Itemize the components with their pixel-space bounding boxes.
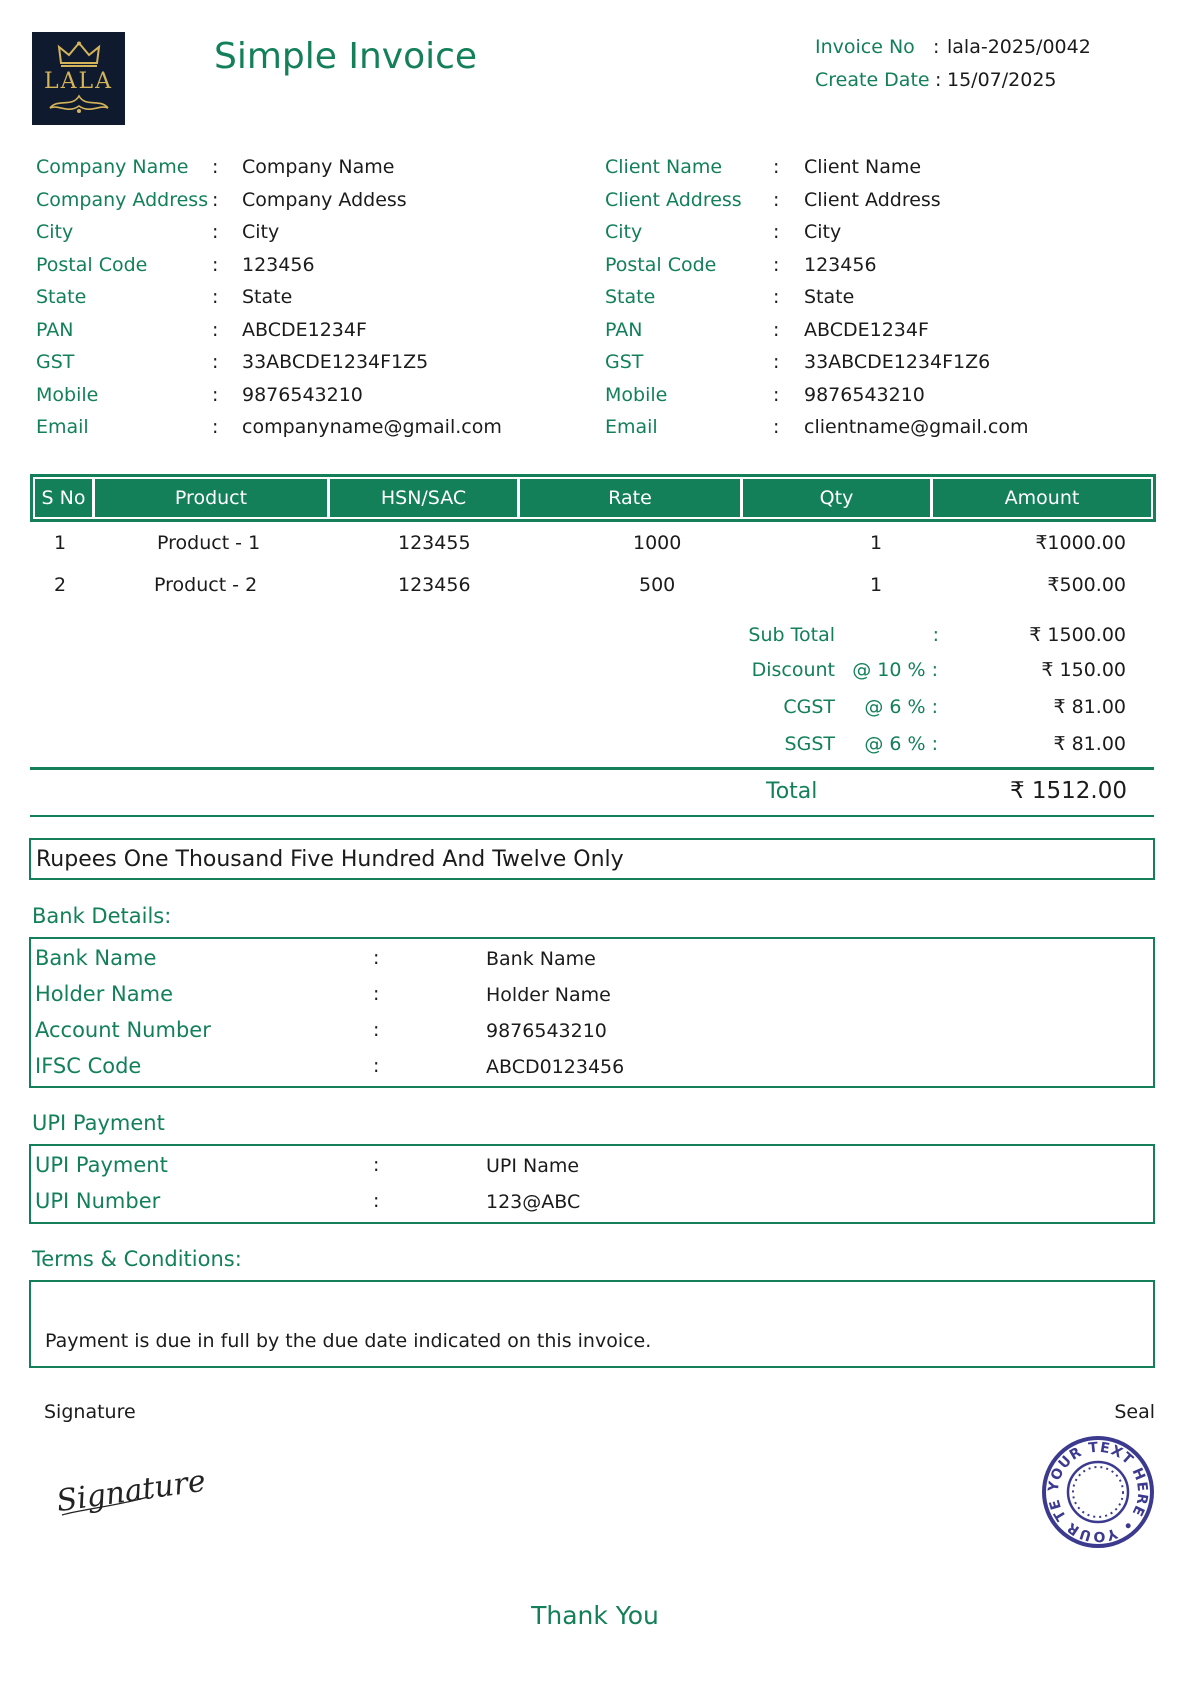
subtotal-value: ₹ 1500.00 xyxy=(1029,624,1126,646)
company-pan-label: PAN xyxy=(36,318,74,341)
th-rate: Rate xyxy=(520,479,740,517)
company-state-value: State xyxy=(242,286,293,308)
colon: : xyxy=(212,286,219,308)
signature-script: Signature xyxy=(54,1463,208,1520)
items-table-header xyxy=(30,474,1156,522)
cell-sno: 1 xyxy=(54,532,67,554)
company-address-value: Company Addess xyxy=(242,188,407,211)
company-mobile-label: Mobile xyxy=(36,383,99,406)
subtotal-colon: : xyxy=(932,624,939,646)
colon: : xyxy=(773,156,780,178)
client-postal-label: Postal Code xyxy=(605,253,717,276)
cell-qty: 1 xyxy=(870,532,883,554)
company-mobile-value: 9876543210 xyxy=(242,383,363,406)
bank-details-box xyxy=(29,937,1155,1088)
colon: : xyxy=(212,221,219,243)
ifsc-code-value: ABCD0123456 xyxy=(486,1056,625,1078)
seal-stamp xyxy=(1040,1434,1156,1550)
thank-you: Thank You xyxy=(531,1601,659,1630)
colon: : xyxy=(773,188,780,211)
invoice-no-row xyxy=(815,36,1155,62)
colon: : xyxy=(773,351,780,373)
account-number-value: 9876543210 xyxy=(486,1020,607,1042)
total-label: Total xyxy=(766,779,818,804)
client-name-label: Client Name xyxy=(605,156,723,178)
company-postal-value: 123456 xyxy=(242,253,315,276)
subtotal-label: Sub Total xyxy=(748,624,835,646)
sgst-value: ₹ 81.00 xyxy=(1053,733,1126,755)
colon: : xyxy=(773,221,780,243)
discount-label: Discount xyxy=(751,659,835,681)
signature-image xyxy=(52,1453,208,1525)
th-product: Product xyxy=(95,479,327,517)
client-mobile-label: Mobile xyxy=(605,383,668,406)
colon: : xyxy=(373,947,380,969)
client-city-value: City xyxy=(804,221,842,243)
account-number-label: Account Number xyxy=(35,1018,211,1042)
colon: : xyxy=(773,253,780,276)
sgst-label: SGST xyxy=(784,733,835,755)
cell-amount: ₹1000.00 xyxy=(1035,532,1126,554)
upi-payment-title: UPI Payment xyxy=(32,1111,165,1135)
th-amount: Amount xyxy=(933,479,1151,517)
cell-rate: 500 xyxy=(639,574,676,596)
create-date-row xyxy=(815,69,1155,95)
cell-hsn: 123456 xyxy=(398,574,471,596)
cell-hsn: 123455 xyxy=(398,532,471,554)
cell-product: Product - 1 xyxy=(157,532,261,554)
cell-sno: 2 xyxy=(54,574,67,596)
total-value: ₹ 1512.00 xyxy=(1009,778,1127,804)
company-city-label: City xyxy=(36,221,74,243)
colon: : xyxy=(935,69,942,91)
divider xyxy=(30,767,1154,770)
invoice-no-label: Invoice No xyxy=(815,36,915,58)
divider xyxy=(30,815,1154,817)
company-logo xyxy=(32,32,125,125)
cell-amount: ₹500.00 xyxy=(1047,574,1126,596)
company-email-label: Email xyxy=(36,416,89,438)
cell-qty: 1 xyxy=(870,574,883,596)
th-sno: S No xyxy=(35,479,92,517)
colon: : xyxy=(373,1055,380,1077)
terms-text: Payment is due in full by the due date indicated on this invoice. xyxy=(45,1330,652,1352)
colon: : xyxy=(933,36,940,58)
company-pan-value: ABCDE1234F xyxy=(242,318,367,341)
cgst-value: ₹ 81.00 xyxy=(1053,696,1126,718)
cgst-label: CGST xyxy=(783,696,835,718)
bank-name-label: Bank Name xyxy=(35,946,157,970)
holder-name-value: Holder Name xyxy=(486,984,611,1006)
colon: : xyxy=(773,383,780,406)
colon: : xyxy=(773,416,780,438)
company-email-value: companyname@gmail.com xyxy=(242,416,502,438)
discount-value: ₹ 150.00 xyxy=(1041,659,1126,681)
terms-box xyxy=(29,1280,1155,1368)
upi-payment-label: UPI Payment xyxy=(35,1153,168,1177)
th-qty: Qty xyxy=(743,479,930,517)
upi-payment-value: UPI Name xyxy=(486,1155,580,1177)
th-hsn: HSN/SAC xyxy=(330,479,517,517)
page-title: Simple Invoice xyxy=(214,36,478,77)
cell-rate: 1000 xyxy=(633,532,682,554)
client-city-label: City xyxy=(605,221,643,243)
create-date-value: 15/07/2025 xyxy=(947,69,1057,91)
colon: : xyxy=(773,318,780,341)
client-email-value: clientname@gmail.com xyxy=(804,416,1029,438)
company-city-value: City xyxy=(242,221,280,243)
colon: : xyxy=(212,351,219,373)
client-address-value: Client Address xyxy=(804,188,941,211)
colon: : xyxy=(212,318,219,341)
colon: : xyxy=(212,156,219,178)
terms-title: Terms & Conditions: xyxy=(32,1247,242,1271)
colon: : xyxy=(773,286,780,308)
company-gst-label: GST xyxy=(36,351,75,373)
crown-icon xyxy=(57,41,101,67)
client-gst-value: 33ABCDE1234F1Z6 xyxy=(804,351,991,373)
company-address-label: Company Address xyxy=(36,188,209,211)
colon: : xyxy=(373,983,380,1005)
upi-number-label: UPI Number xyxy=(35,1189,161,1213)
seal-label: Seal xyxy=(1114,1401,1155,1423)
upi-number-value: 123@ABC xyxy=(486,1191,581,1213)
signature-label: Signature xyxy=(44,1401,136,1423)
company-postal-label: Postal Code xyxy=(36,253,148,276)
colon: : xyxy=(373,1154,380,1176)
client-state-label: State xyxy=(605,286,656,308)
client-mobile-value: 9876543210 xyxy=(804,383,925,406)
cell-product: Product - 2 xyxy=(154,574,258,596)
sgst-rate: @ 6 % : xyxy=(864,733,938,755)
client-postal-value: 123456 xyxy=(804,253,877,276)
company-state-label: State xyxy=(36,286,87,308)
invoice-no-value: lala-2025/0042 xyxy=(947,36,1091,58)
client-address-label: Client Address xyxy=(605,188,742,211)
client-pan-value: ABCDE1234F xyxy=(804,318,929,341)
client-state-value: State xyxy=(804,286,855,308)
upi-payment-box xyxy=(29,1144,1155,1224)
amount-in-words: Rupees One Thousand Five Hundred And Twelve Only xyxy=(29,838,1155,880)
company-name-label: Company Name xyxy=(36,156,189,178)
ornament-icon xyxy=(44,94,114,116)
colon: : xyxy=(212,416,219,438)
client-email-label: Email xyxy=(605,416,658,438)
create-date-label: Create Date xyxy=(815,69,930,91)
holder-name-label: Holder Name xyxy=(35,982,173,1006)
discount-rate: @ 10 % : xyxy=(852,659,938,681)
ifsc-code-label: IFSC Code xyxy=(35,1054,142,1078)
client-gst-label: GST xyxy=(605,351,644,373)
colon: : xyxy=(373,1190,380,1212)
client-pan-label: PAN xyxy=(605,318,643,341)
colon: : xyxy=(212,383,219,406)
company-name-value: Company Name xyxy=(242,156,395,178)
company-gst-value: 33ABCDE1234F1Z5 xyxy=(242,351,429,373)
client-name-value: Client Name xyxy=(804,156,922,178)
bank-name-value: Bank Name xyxy=(486,948,596,970)
seal-text: YOUR TEXT HERE • YOUR TE xyxy=(1045,1439,1151,1545)
bank-details-title: Bank Details: xyxy=(32,904,172,928)
colon: : xyxy=(212,253,219,276)
colon: : xyxy=(212,188,219,211)
cgst-rate: @ 6 % : xyxy=(864,696,938,718)
logo-text: LALA xyxy=(44,69,113,94)
colon: : xyxy=(373,1019,380,1041)
